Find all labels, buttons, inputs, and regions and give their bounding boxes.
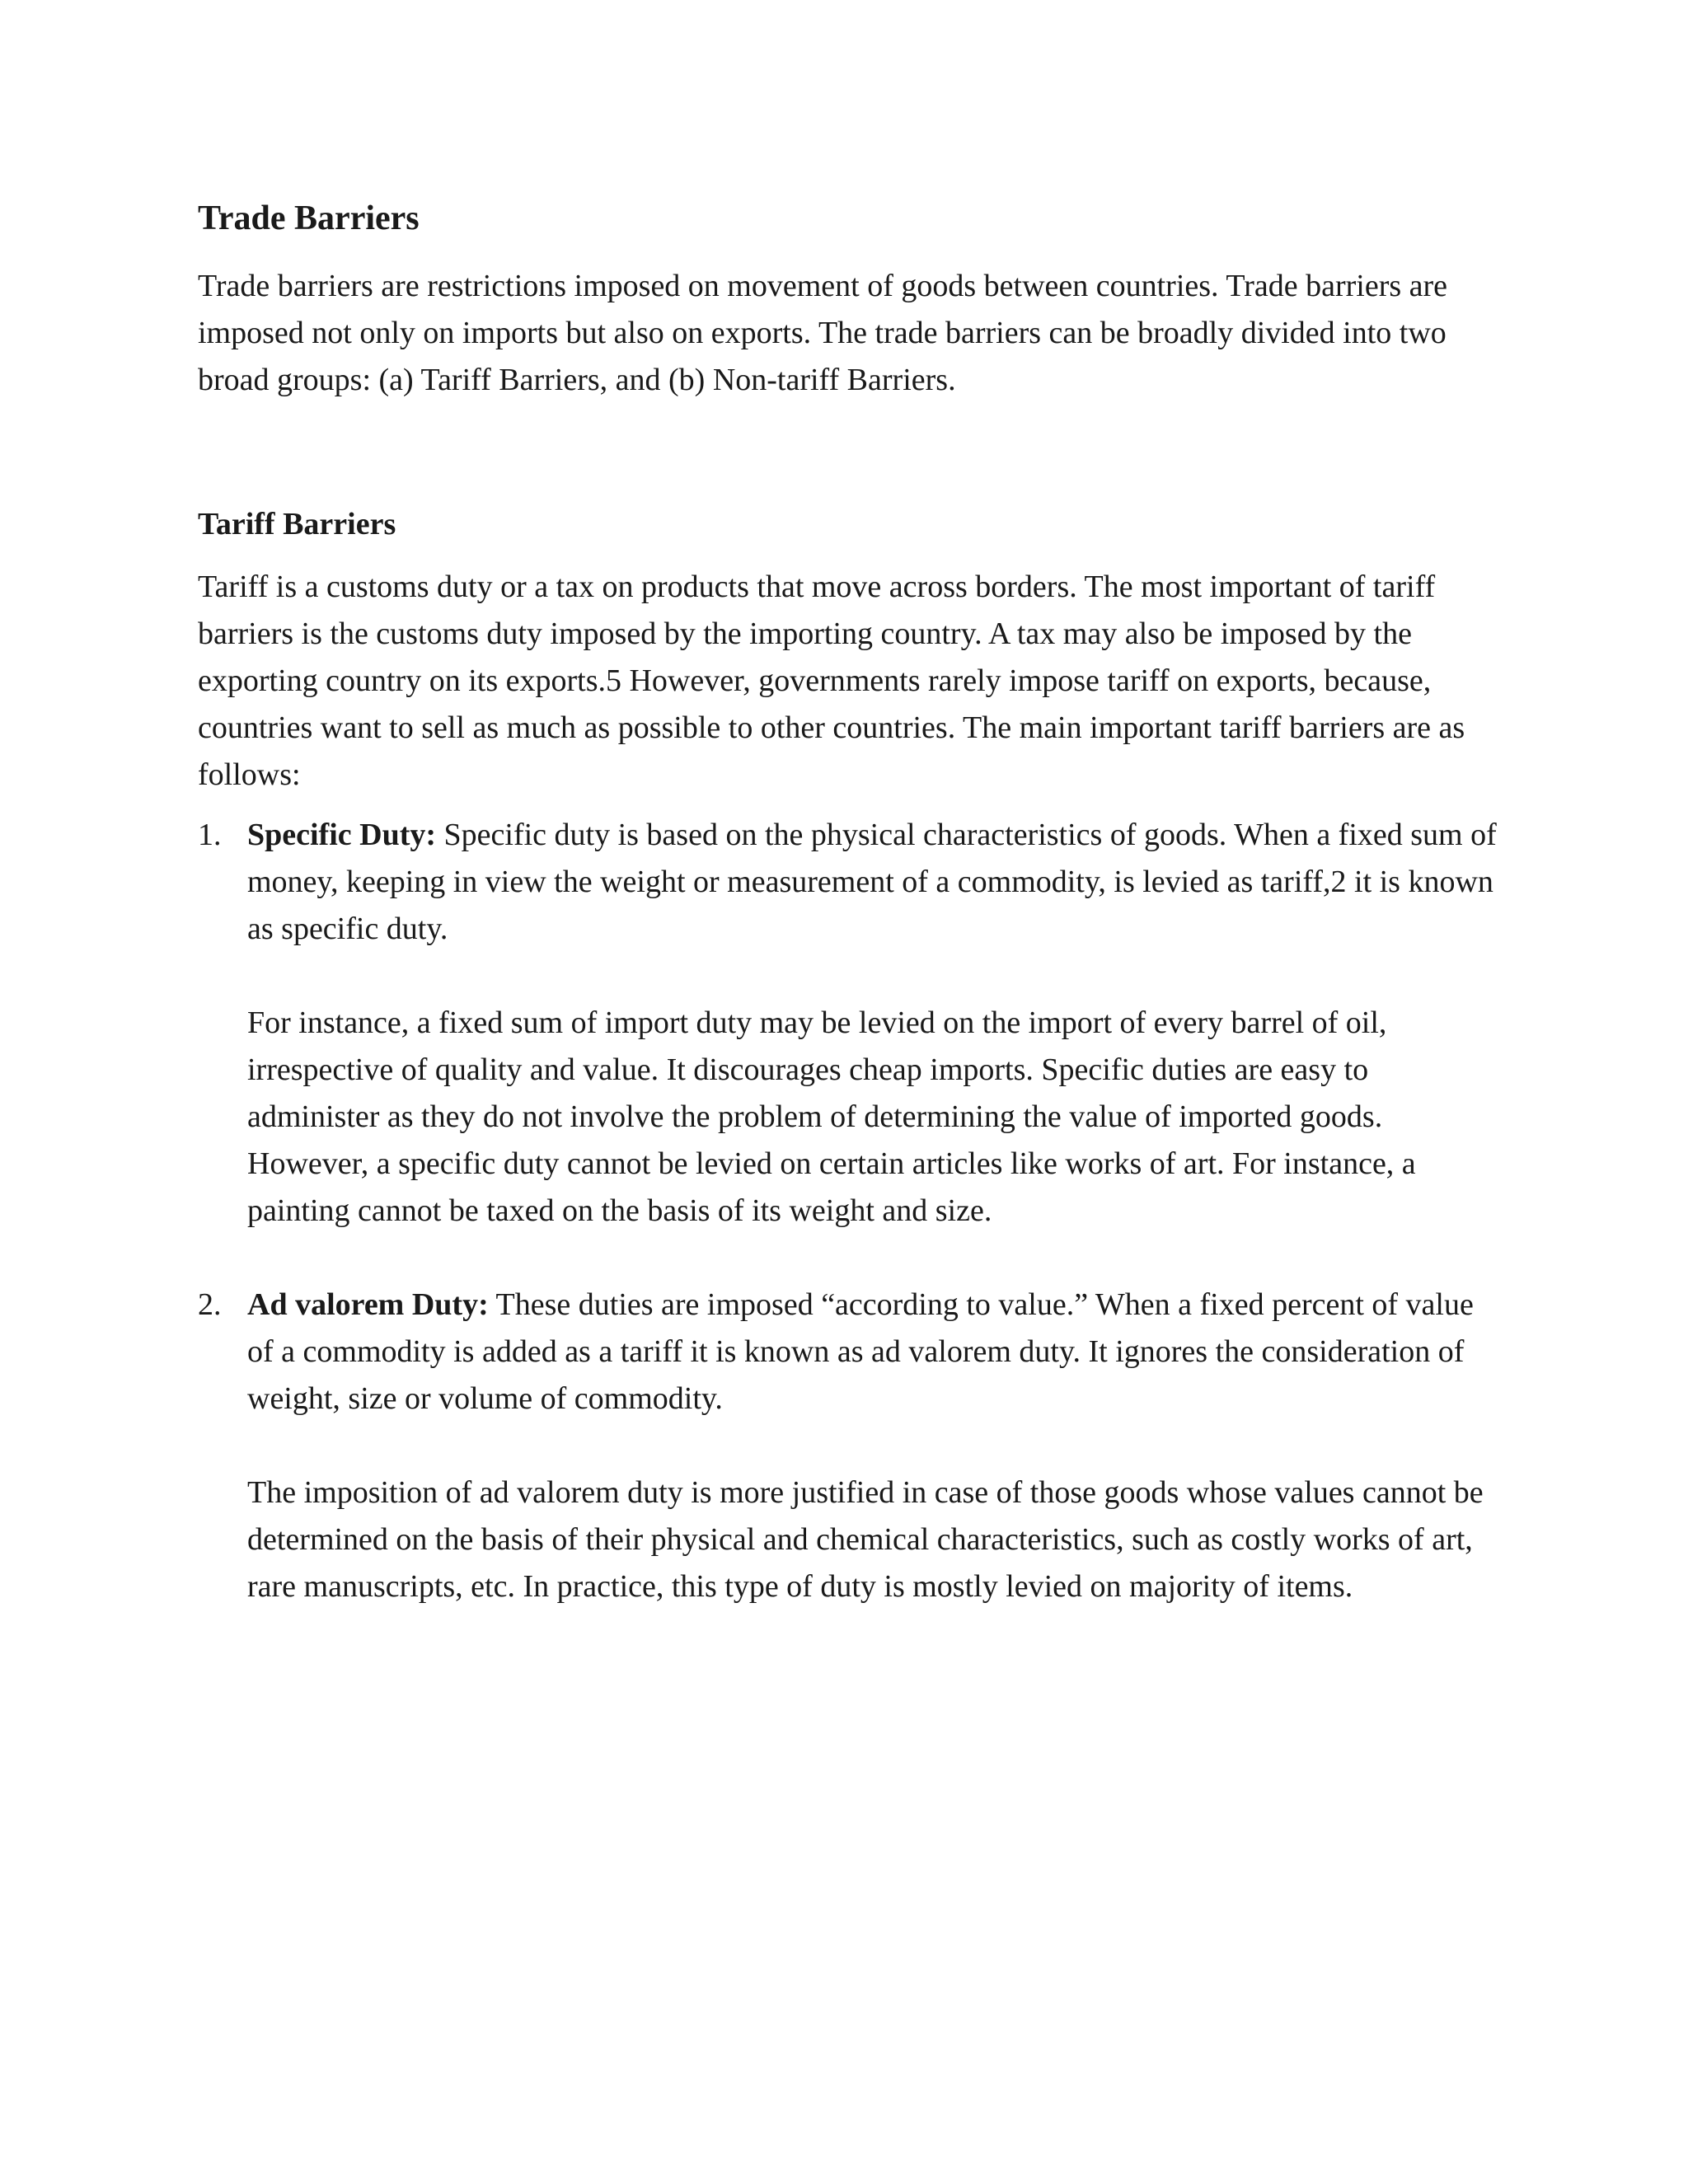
tariff-list [198,812,1500,1610]
list-item-number: 2. [198,1287,222,1322]
list-item-text: Specific duty is based on the physical characteristics of goods. When a fixed sum of money, keeping in view the weight or measurement of a commodity, is levied as tariff,2 it is known as specific duty. [247,818,1497,946]
list-item-paragraph-2: The imposition of ad valorem duty is more justified in case of those goods whose values cannot be determined on the basis of their physical and chemical characteristics, such as costly works of art, rare manuscripts, etc. In practice, this type of duty is mostly levied on majority of items. [247,1475,1484,1604]
list-item-lead: Ad valorem Duty: [247,1287,489,1322]
list-item-lead: Specific Duty: [247,818,437,852]
page-title: Trade Barriers [198,199,420,237]
intro-paragraph: Trade barriers are restrictions imposed on movement of goods between countries. Trade barriers are imposed not only on imports but also on exports. The trade barriers can be broadly divided into two broad groups: (a) Tariff Barriers, and (b) Non-tariff Barriers. [198,269,1448,397]
list-item-number: 1. [198,818,222,852]
list-item-paragraph [247,812,1500,953]
section-paragraph: Tariff is a customs duty or a tax on products that move across borders. The most important of tariff barriers is the customs duty imposed by the importing country. A tax may also be imposed by the exporting country on its exports.5 However, governments rarely impose tariff on exports, because, countries want to sell as much as possible to other countries. The main important tariff barriers are as follows: [198,569,1465,792]
section-heading: Tariff Barriers [198,507,396,541]
list-item-text: These duties are imposed “according to value.” When a fixed percent of value of a commodity is added as a tariff it is known as ad valorem duty. It ignores the consideration of weight, size or volume of commodity. [247,1287,1474,1416]
document-content [198,194,1500,1657]
list-item-paragraph [247,1282,1500,1422]
list-item-ad-valorem-duty [198,1282,1500,1610]
list-item-specific-duty [198,812,1500,1235]
list-item-paragraph-2: For instance, a fixed sum of import duty may be levied on the import of every barrel of oil, irrespective of quality and value. It discourages cheap imports. Specific duties are easy to administer as they do not involve the problem of determining the value of imported goods. However, a specific duty cannot be levied on certain articles like works of art. For instance, a painting cannot be taxed on the basis of its weight and size. [247,1005,1416,1228]
